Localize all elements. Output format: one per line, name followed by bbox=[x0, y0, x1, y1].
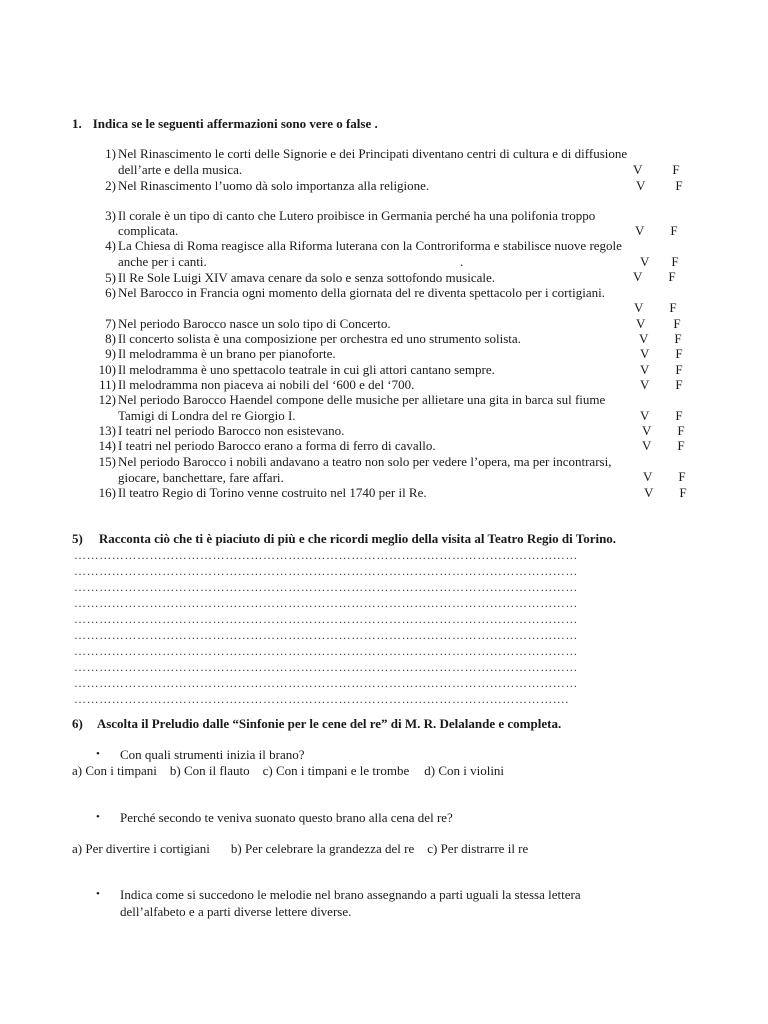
q1-item-7-vf bbox=[636, 316, 681, 331]
true-option[interactable]: V bbox=[640, 362, 650, 377]
q1-item-9-vf bbox=[640, 346, 683, 361]
item-text-line: Il melodramma è un brano per pianoforte. bbox=[118, 346, 336, 361]
item-text-line: Nel Rinascimento le corti delle Signorie e dei Principati diventano centri di cultura e di diffusione bbox=[118, 146, 628, 161]
q1-item-14-vf bbox=[642, 438, 685, 453]
q6-b2-options bbox=[72, 841, 528, 856]
true-option[interactable]: V bbox=[639, 331, 649, 346]
item-text-line: I teatri nel periodo Barocco non esistevano. bbox=[118, 423, 345, 438]
false-option[interactable]: F bbox=[675, 362, 683, 377]
bullet-instruction-line: Indica come si succedono le melodie nel brano assegnando a parti uguali la stessa lettera bbox=[120, 887, 581, 902]
item-number: 2) bbox=[105, 178, 116, 193]
bullet-icon: • bbox=[96, 888, 100, 900]
item-number: 11) bbox=[99, 377, 116, 392]
item-text-line: giocare, banchettare, fare affari. bbox=[118, 470, 284, 485]
item-text-line: Il melodramma non piaceva ai nobili del ‘600 e del ‘700. bbox=[118, 377, 415, 392]
q1-title: Indica se le seguenti affermazioni sono vere o false . bbox=[92, 116, 378, 131]
q6-b1-options bbox=[72, 763, 504, 778]
answer-line[interactable]: ………………………………………………………………………………………………………… bbox=[74, 564, 578, 578]
option-c[interactable]: c) Con i timpani e le trombe bbox=[262, 763, 410, 778]
option-a[interactable]: a) Con i timpani bbox=[72, 763, 157, 778]
q1-item-6-vf bbox=[634, 300, 677, 315]
true-option[interactable]: V bbox=[642, 438, 652, 453]
item-number: 14) bbox=[98, 438, 116, 453]
q6-number: 6) bbox=[72, 716, 83, 731]
item-number: 4) bbox=[105, 238, 116, 253]
false-option[interactable]: F bbox=[669, 300, 677, 315]
item-number: 6) bbox=[105, 285, 116, 300]
false-option[interactable]: F bbox=[677, 423, 685, 438]
q1-item-4-vf bbox=[640, 254, 679, 269]
false-option[interactable]: F bbox=[670, 223, 678, 238]
item-text-line: Tamigi di Londra del re Giorgio I. bbox=[118, 408, 296, 423]
item-text-line: Nel periodo Barocco Haendel compone delle musiche per allietare una gita in barca sul fiume bbox=[118, 392, 606, 407]
bullet-icon: • bbox=[96, 748, 100, 760]
option-c[interactable]: c) Per distrarre il re bbox=[427, 841, 529, 856]
q6-heading bbox=[72, 716, 561, 731]
item-text-line: Il teatro Regio di Torino venne costruito nel 1740 per il Re. bbox=[118, 485, 427, 500]
option-b[interactable]: b) Per celebrare la grandezza del re bbox=[230, 841, 415, 856]
q1-number: 1. bbox=[72, 116, 82, 131]
q1-item-2-vf bbox=[636, 178, 683, 193]
answer-line[interactable]: ………………………………………………………………………………………………………… bbox=[74, 628, 578, 642]
item-text-line: Il corale è un tipo di canto che Lutero proibisce in Germania perché ha una polifonia troppo bbox=[118, 208, 596, 223]
answer-line[interactable]: ………………………………………………………………………………………………………… bbox=[74, 580, 578, 594]
true-option[interactable]: V bbox=[633, 269, 643, 284]
bullet-question: Con quali strumenti inizia il brano? bbox=[120, 747, 305, 762]
false-option[interactable]: F bbox=[675, 346, 683, 361]
false-option[interactable]: F bbox=[673, 316, 681, 331]
true-option[interactable]: V bbox=[640, 254, 650, 269]
false-option[interactable]: F bbox=[672, 162, 680, 177]
false-option[interactable]: F bbox=[671, 254, 679, 269]
q1-item-13-vf bbox=[642, 423, 685, 438]
item-number: 15) bbox=[98, 454, 116, 469]
false-option[interactable]: F bbox=[677, 438, 685, 453]
false-option[interactable]: F bbox=[678, 469, 686, 484]
item-text-line: Il melodramma è uno spettacolo teatrale in cui gli attori cantano sempre. bbox=[118, 362, 495, 377]
answer-line[interactable]: ………………………………………………………………………………………………………… bbox=[74, 644, 578, 658]
true-option[interactable]: V bbox=[635, 223, 645, 238]
q1-item-3-vf bbox=[635, 223, 678, 238]
true-option[interactable]: V bbox=[643, 469, 653, 484]
false-option[interactable]: F bbox=[675, 377, 683, 392]
q5-heading bbox=[72, 531, 616, 546]
q5-title: Racconta ciò che ti è piaciuto di più e che ricordi meglio della visita al Teatro Regio di Torino. bbox=[98, 531, 617, 546]
q1-item-16-vf bbox=[644, 485, 687, 500]
q1-item-10-vf bbox=[640, 362, 683, 377]
item-number: 12) bbox=[98, 392, 116, 407]
item-text-line: Nel periodo Barocco i nobili andavano a teatro non solo per vedere l’opera, ma per incontrarsi, bbox=[118, 454, 612, 469]
answer-line[interactable]: ………………………………………………………………………………………………………… bbox=[74, 612, 578, 626]
item-number: 7) bbox=[105, 316, 116, 331]
answer-line[interactable]: ………………………………………………………………………………………………………… bbox=[74, 676, 578, 690]
answer-line[interactable]: ………………………………………………………………………………………………………… bbox=[74, 660, 578, 674]
bullet-instruction-line: dell’alfabeto e a parti diverse lettere diverse. bbox=[120, 904, 352, 919]
item-text-line: Nel Barocco in Francia ogni momento della giornata del re diventa spettacolo per i cortigiani. bbox=[118, 285, 605, 300]
answer-line[interactable]: ………………………………………………………………………………………………………… bbox=[74, 596, 578, 610]
q1-item-12-vf bbox=[640, 408, 683, 423]
item-number: 8) bbox=[105, 331, 116, 346]
item-number: 3) bbox=[105, 208, 116, 223]
item-text-line: dell’arte e della musica. bbox=[118, 162, 243, 177]
item-number: 13) bbox=[98, 423, 116, 438]
item-number: 1) bbox=[105, 146, 116, 161]
q1-item-15-vf bbox=[643, 469, 686, 484]
true-option[interactable]: V bbox=[640, 408, 650, 423]
bullet-icon: • bbox=[96, 811, 100, 823]
false-option[interactable]: F bbox=[675, 178, 683, 193]
answer-line[interactable]: ………………………………………………………………………………………………………. bbox=[74, 692, 569, 706]
item-number: 5) bbox=[105, 270, 116, 285]
q1-heading bbox=[72, 116, 378, 131]
q5-number: 5) bbox=[72, 531, 83, 546]
option-d[interactable]: d) Con i violini bbox=[424, 763, 505, 778]
false-option[interactable]: F bbox=[679, 485, 687, 500]
item-text-line: Il concerto solista è una composizione per orchestra ed uno strumento solista. bbox=[118, 331, 521, 346]
item-text-line: Nel periodo Barocco nasce un solo tipo di Concerto. bbox=[118, 316, 391, 331]
q1-item-1-vf bbox=[633, 162, 680, 177]
true-option[interactable]: V bbox=[640, 377, 650, 392]
item-number: 10) bbox=[98, 362, 116, 377]
item-number: 16) bbox=[98, 485, 116, 500]
item-text-line: Il Re Sole Luigi XIV amava cenare da solo e senza sottofondo musicale. bbox=[118, 270, 496, 285]
true-option[interactable]: V bbox=[634, 300, 644, 315]
true-option[interactable]: V bbox=[644, 485, 654, 500]
false-option[interactable]: F bbox=[668, 269, 676, 284]
item-text-line: I teatri nel periodo Barocco erano a forma di ferro di cavallo. bbox=[118, 438, 436, 453]
option-b[interactable]: b) Con il flauto bbox=[169, 763, 250, 778]
stray-dot: . bbox=[460, 254, 464, 269]
true-option[interactable]: V bbox=[640, 346, 650, 361]
true-option[interactable]: V bbox=[636, 178, 646, 193]
q6-title: Ascolta il Preludio dalle “Sinfonie per le cene del re” di M. R. Delalande e completa. bbox=[96, 716, 562, 731]
option-a[interactable]: a) Per divertire i cortigiani bbox=[72, 841, 210, 856]
item-text-line: Nel Rinascimento l’uomo dà solo importanza alla religione. bbox=[118, 178, 430, 193]
false-option[interactable]: F bbox=[674, 331, 682, 346]
item-text-line: complicata. bbox=[118, 223, 179, 238]
true-option[interactable]: V bbox=[636, 316, 646, 331]
item-text-line: La Chiesa di Roma reagisce alla Riforma luterana con la Controriforma e stabilisce nuove regole bbox=[118, 238, 622, 253]
q1-item-5-vf bbox=[633, 269, 676, 284]
false-option[interactable]: F bbox=[675, 408, 683, 423]
item-text-line: anche per i canti. bbox=[118, 254, 207, 269]
bullet-question: Perché secondo te veniva suonato questo brano alla cena del re? bbox=[120, 810, 453, 825]
q1-item-8-vf bbox=[639, 331, 682, 346]
true-option[interactable]: V bbox=[642, 423, 652, 438]
answer-line[interactable]: ………………………………………………………………………………………………………… bbox=[74, 548, 578, 562]
item-number: 9) bbox=[105, 346, 116, 361]
q1-item-11-vf bbox=[640, 377, 683, 392]
true-option[interactable]: V bbox=[633, 162, 643, 177]
